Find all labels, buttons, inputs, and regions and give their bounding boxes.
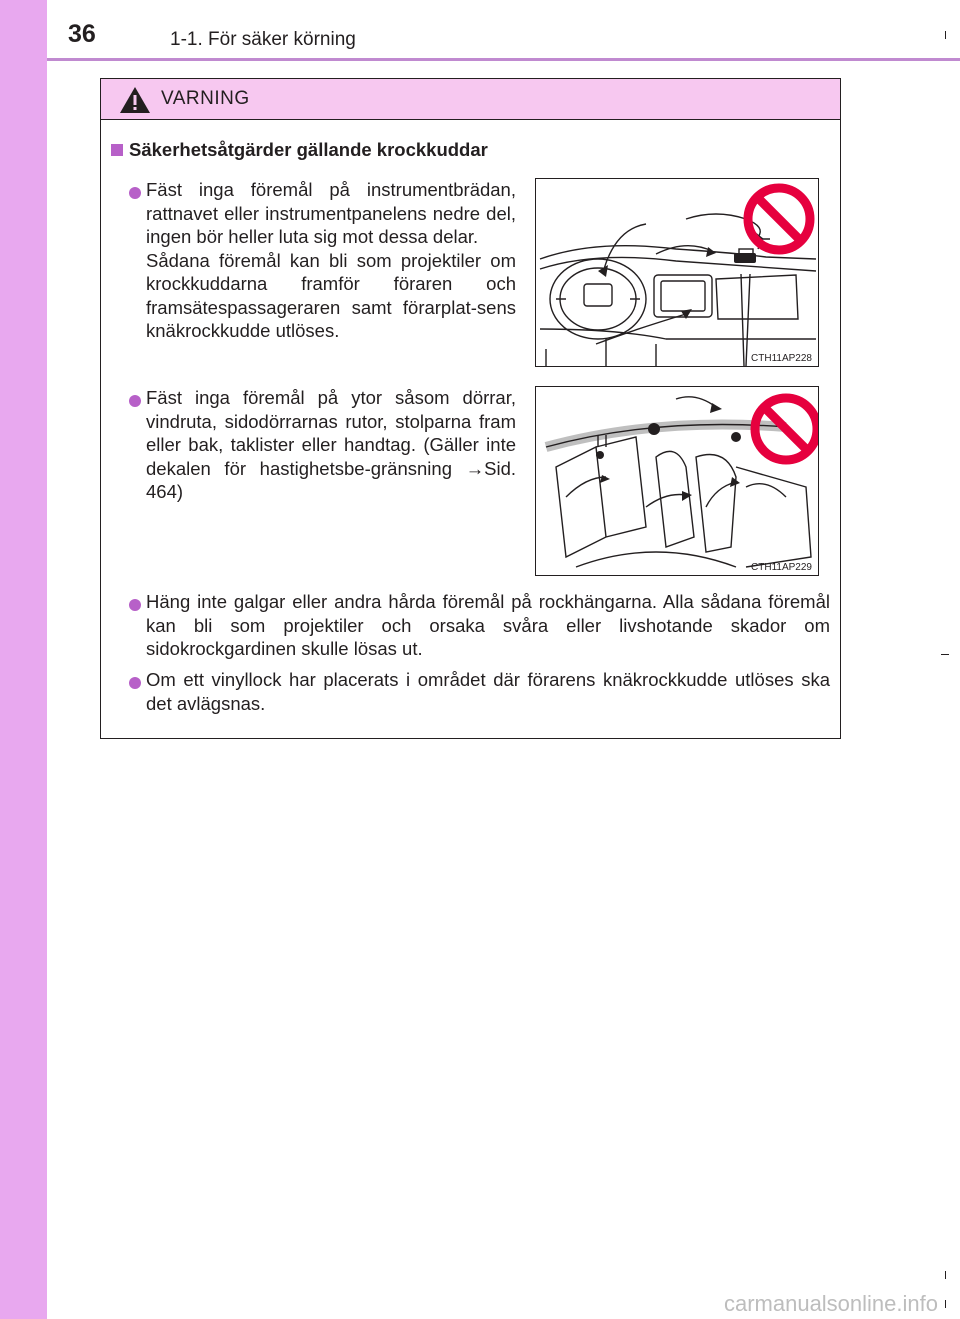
warning-item-2-body: Fäst inga föremål på ytor såsom dörrar, vindruta, sidodörrarnas rutor, stolparna fram eller bak, taklister eller handtag. (Gäller inte dekalen för hastighetsbe-gränsning <box>146 387 516 479</box>
reference-arrow-icon: → <box>465 457 485 479</box>
warning-box <box>100 78 841 739</box>
figure-dashboard <box>535 178 819 367</box>
warning-item-4-text: Om ett vinyllock har placerats i området där förarens knäkrockkudde utlöses ska det avlägsnas. <box>146 669 830 714</box>
warning-label: VARNING <box>161 88 250 109</box>
warning-subheading <box>111 139 488 161</box>
page-number: 36 <box>68 20 96 48</box>
warning-triangle-icon <box>119 86 151 114</box>
crop-mark <box>945 1300 946 1308</box>
crop-mark <box>941 654 949 655</box>
bullet-icon <box>129 187 141 199</box>
bullet-icon <box>129 395 141 407</box>
page-reference-link[interactable]: Sid. 464) <box>146 457 517 502</box>
warning-header <box>101 79 840 120</box>
warning-item-1-line-2: Sådana föremål kan bli som projektiler om krockkuddarna framför föraren och framsätespassageraren samt förarplat-sens knäkrockkudde utlöses. <box>146 249 516 341</box>
bullet-icon <box>129 677 141 689</box>
bullet-icon <box>129 599 141 611</box>
warning-item-3-text: Häng inte galgar eller andra hårda föremål på rockhängarna. Alla sådana föremål kan bli som projektiler och orsaka svåra eller livshotande skador om sidokrockgardinen skulle lösas ut. <box>146 591 830 659</box>
figure-code: CTH11AP228 <box>751 353 812 364</box>
crop-mark <box>945 1271 946 1279</box>
warning-item-2-text <box>146 386 516 504</box>
warning-item-1-text <box>146 178 516 343</box>
page-sidebar-tab <box>0 0 47 1319</box>
subheading-text: Säkerhetsåtgärder gällande krockkuddar <box>129 139 488 160</box>
prohibition-sign-icon <box>748 188 810 250</box>
dashboard-illustration <box>536 179 818 366</box>
figure-code: CTH11AP229 <box>751 562 812 573</box>
figure-cabin <box>535 386 819 576</box>
section-title: 1-1. För säker körning <box>170 29 356 50</box>
warning-item-1-line-1: Fäst inga föremål på instrumentbrädan, rattnavet eller instrumentpanelens nedre del, ingen bör heller luta sig mot dessa delar. <box>146 179 516 247</box>
watermark: carmanualsonline.info <box>723 1291 938 1316</box>
square-bullet-icon <box>111 144 123 156</box>
header-rule <box>47 58 960 61</box>
cabin-illustration <box>536 387 818 575</box>
crop-mark <box>945 31 946 39</box>
